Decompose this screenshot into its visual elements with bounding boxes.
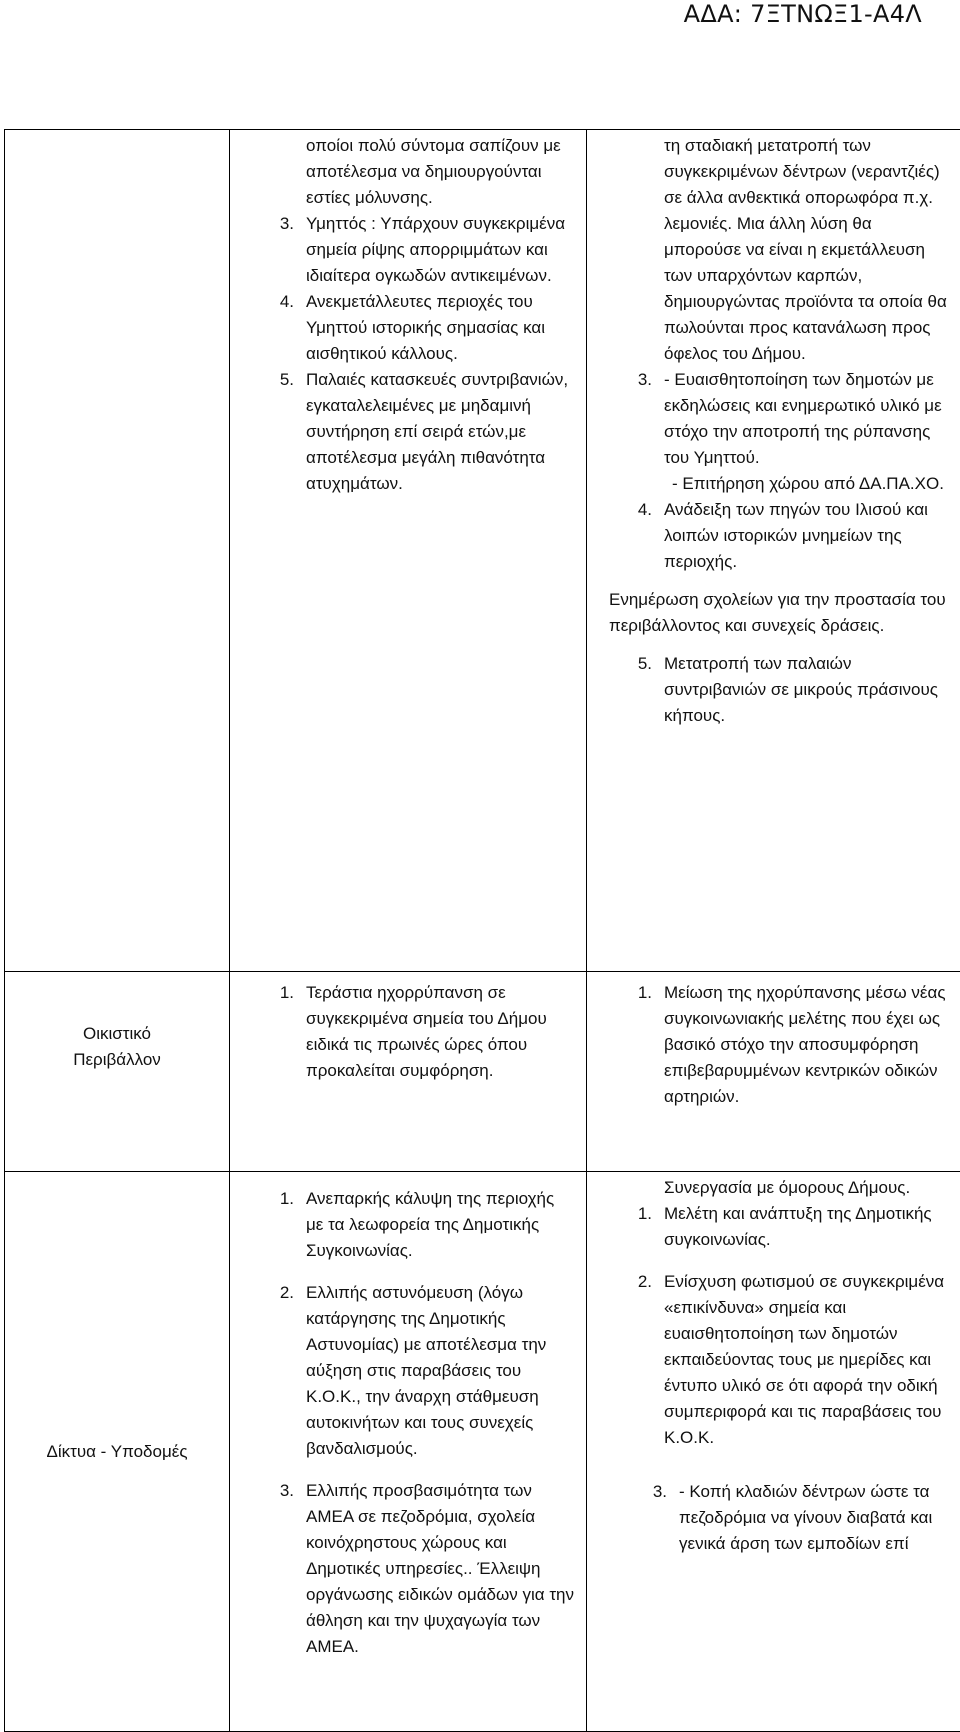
list-item bbox=[230, 367, 576, 497]
list-text: Μελέτη και ανάπτυξη της Δημοτικής συγκοινωνίας. bbox=[664, 1201, 953, 1253]
solution-continuation-text: τη σταδιακή μετατροπή των συγκεκριμένων δέντρων (νεραντζιές) σε άλλα ανθεκτικά οπορωφόρα π.χ. λεμονιές. Μια άλλη λύση θα μπορούσε να είναι η εκμετάλλευση των υπαρχόντων καρπών, δημιουργώντας προϊόντα τα οποία θα πωλούνται προς κατανάλωση προς όφελος του Δήμου. bbox=[587, 133, 947, 367]
solutions-intro: Συνεργασία με όμορους Δήμους. bbox=[587, 1175, 953, 1201]
problems-cell bbox=[230, 1172, 587, 1732]
solutions-cell bbox=[587, 1172, 960, 1732]
list-number: 1. bbox=[230, 1186, 306, 1264]
list-number: 3. bbox=[587, 367, 664, 497]
list-item bbox=[230, 980, 576, 1084]
list-item bbox=[587, 1479, 953, 1557]
list-text: Υμηττός : Υπάρχουν συγκεκριμένα σημεία ρίψης απορριμμάτων και ιδιαίτερα ογκωδών αντικειμένων. bbox=[306, 211, 576, 289]
list-item bbox=[230, 1186, 576, 1264]
list-text: Ανεπαρκής κάλυψη της περιοχής με τα λεωφορεία της Δημοτικής Συγκοινωνίας. bbox=[306, 1186, 576, 1264]
problems-cell bbox=[230, 130, 587, 972]
schools-note: Ενημέρωση σχολείων για την προστασία του περιβάλλοντος και συνεχείς δράσεις. bbox=[587, 587, 947, 639]
list-number: 3. bbox=[587, 1479, 679, 1557]
list-number: 5. bbox=[587, 651, 664, 729]
solutions-cell bbox=[587, 130, 960, 972]
list-item bbox=[230, 289, 576, 367]
category-cell bbox=[5, 1172, 230, 1732]
list-item bbox=[230, 1478, 576, 1660]
list-text: Παλαιές κατασκευές συντριβανιών, εγκαταλελειμένες με μηδαμινή συντήρηση επί σειρά ετών,με αποτέλεσμα μεγάλη πιθανότητα ατυχημάτων. bbox=[306, 367, 576, 497]
list-item bbox=[230, 1280, 576, 1462]
solutions-cell bbox=[587, 972, 960, 1172]
list-item bbox=[587, 367, 947, 497]
list-text: - Ευαισθητοποίηση των δημοτών με εκδηλώσεις και ενημερωτικό υλικό με στόχο την αποτροπή της ρύπανσης του Υμηττού. bbox=[664, 370, 942, 467]
category-label: Οικιστικό Περιβάλλον bbox=[73, 1024, 161, 1069]
list-text: Μετατροπή των παλαιών συντριβανιών σε μικρούς πράσινους κήπους. bbox=[664, 651, 947, 729]
list-text: Ανεκμετάλλευτες περιοχές του Υμηττού ιστορικής σημασίας και αισθητικού κάλλους. bbox=[306, 289, 576, 367]
list-item bbox=[587, 1201, 953, 1253]
environment-table bbox=[4, 129, 960, 1732]
category-label: Δίκτυα - Υποδομές bbox=[46, 1442, 187, 1461]
list-number: 4. bbox=[587, 497, 664, 575]
list-number: 1. bbox=[230, 980, 306, 1084]
list-number: 5. bbox=[230, 367, 306, 497]
list-item bbox=[587, 1269, 953, 1451]
table-row bbox=[5, 130, 960, 972]
list-number: 3. bbox=[230, 1478, 306, 1660]
problem-continuation-text: οποίοι πολύ σύντομα σαπίζουν με αποτέλεσμα να δημιουργούνται εστίες μόλυνσης. bbox=[230, 133, 576, 211]
list-text: Τεράστια ηχορρύπανση σε συγκεκριμένα σημεία του Δήμου ειδικά τις πρωινές ώρες όπου προκαλείται συμφόρηση. bbox=[306, 980, 576, 1084]
list-text: Μείωση της ηχορύπανσης μέσω νέας συγκοινωνιακής μελέτης που έχει ως βασικό στόχο την αποσυμφόρηση επιβεβαρυμμένων κεντρικών οδικών αρτηριών. bbox=[664, 980, 953, 1110]
table-row bbox=[5, 1172, 960, 1732]
list-item bbox=[587, 651, 947, 729]
list-number: 4. bbox=[230, 289, 306, 367]
list-item bbox=[587, 980, 953, 1110]
list-item bbox=[587, 497, 947, 575]
list-text: Ανάδειξη των πηγών του Ιλισού και λοιπών ιστορικών μνημείων της περιοχής. bbox=[664, 497, 947, 575]
problems-cell bbox=[230, 972, 587, 1172]
table-row bbox=[5, 972, 960, 1172]
list-text: - Κοπή κλαδιών δέντρων ώστε τα πεζοδρόμια να γίνουν διαβατά και γενικά άρση των εμποδίων επί bbox=[679, 1479, 953, 1557]
list-text: Ελλιπής αστυνόμευση (λόγω κατάργησης της Δημοτικής Αστυνομίας) με αποτέλεσμα την αύξηση στις παραβάσεις του Κ.Ο.Κ., την άναρχη στάθμευση αυτοκινήτων και τους συνεχείς βανδαλισμούς. bbox=[306, 1280, 576, 1462]
list-number: 2. bbox=[230, 1280, 306, 1462]
list-number: 1. bbox=[587, 980, 664, 1110]
problems-list bbox=[230, 211, 576, 497]
category-cell bbox=[5, 972, 230, 1172]
category-cell bbox=[5, 130, 230, 972]
list-text: Ελλιπής προσβασιμότητα των ΑΜΕΑ σε πεζοδρόμια, σχολεία κοινόχρηστους χώρους και Δημοτικές υπηρεσίες.. Έλλειψη οργάνωσης ειδικών ομάδων για την άθληση και την ψυχαγωγία των ΑΜΕΑ. bbox=[306, 1478, 576, 1660]
list-number: 3. bbox=[230, 211, 306, 289]
list-number: 2. bbox=[587, 1269, 664, 1451]
list-text: - Επιτήρηση χώρου από ΔΑ.ΠΑ.ΧΟ. bbox=[664, 474, 944, 493]
document-id: ΑΔΑ: 7ΞΤΝΩΞ1-Α4Λ bbox=[684, 0, 922, 28]
list-text: Ενίσχυση φωτισμού σε συγκεκριμένα «επικίνδυνα» σημεία και ευαισθητοποίηση των δημοτών εκπαιδεύοντας τους με ημερίδες και έντυπο υλικό σε ότι αφορά την οδική συμπεριφορά και τις παραβάσεις του Κ.Ο.Κ. bbox=[664, 1269, 953, 1451]
list-item bbox=[230, 211, 576, 289]
list-number: 1. bbox=[587, 1201, 664, 1253]
